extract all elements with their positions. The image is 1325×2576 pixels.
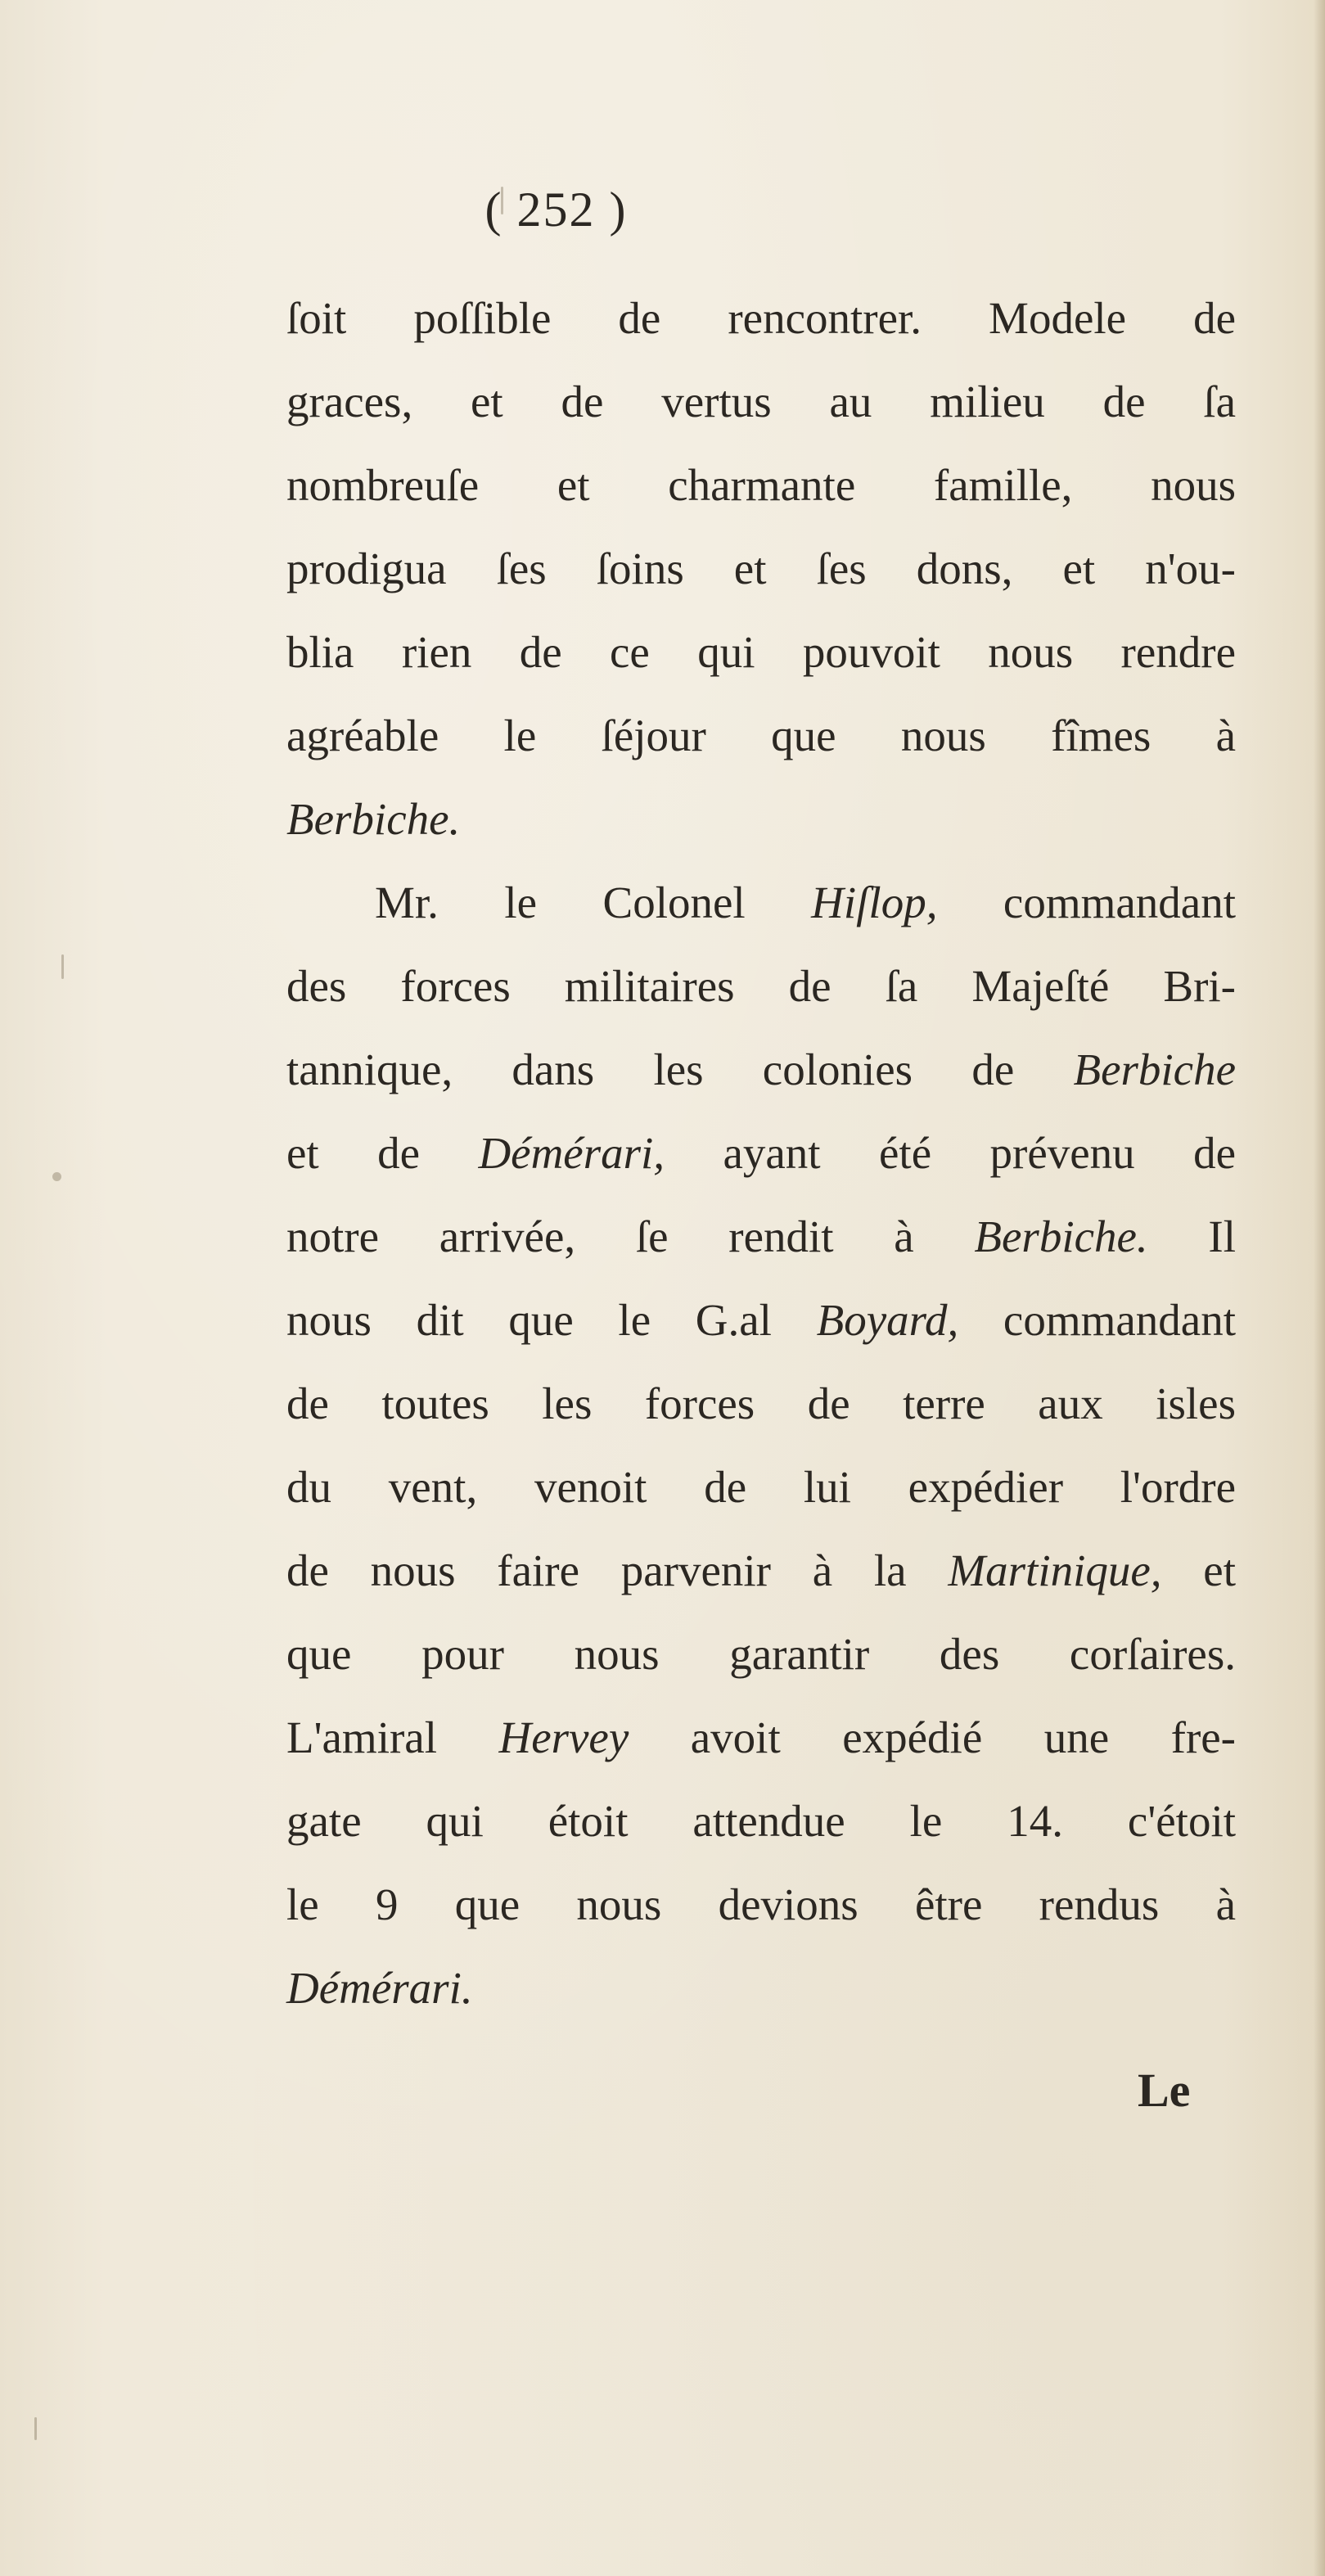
text-line (286, 1362, 1236, 1446)
text-line (286, 1112, 1236, 1195)
text-run: Mr. le Colonel (375, 877, 812, 927)
italic-place-name: Démérari. (286, 1963, 473, 2013)
text-line (286, 1279, 1236, 1362)
text-line (286, 1863, 1236, 1947)
italic-place-name: Démérari, (478, 1128, 665, 1178)
text-line (286, 778, 1236, 861)
text-run: commandant (937, 877, 1236, 927)
text-line (286, 277, 1236, 360)
italic-person-name: Hervey (498, 1712, 629, 1762)
page-edge-shadow (1314, 0, 1325, 2576)
text-line (286, 1028, 1236, 1112)
text-line (286, 1696, 1236, 1780)
text-line (286, 694, 1236, 778)
text-line (286, 360, 1236, 444)
text-line (286, 1529, 1236, 1613)
text-line (286, 1195, 1236, 1279)
text-line (286, 861, 1236, 945)
catchword: Le (1138, 2064, 1191, 2117)
text-run: tannique, dans les colonies de (286, 1044, 1074, 1094)
text-line (286, 1446, 1236, 1529)
text-line (286, 945, 1236, 1028)
text-line (286, 1780, 1236, 1863)
italic-place-name: Berbiche. (974, 1211, 1148, 1261)
italic-place-name: Martinique, (948, 1545, 1162, 1595)
italic-place-name: Berbiche (1073, 1044, 1236, 1094)
text-run: le 9 que nous devions être rendus à (286, 1879, 1236, 1929)
paper-speck (34, 2417, 37, 2440)
text-run: Il (1147, 1211, 1236, 1261)
text-run: agréable le ſéjour que nous fîmes à (286, 711, 1236, 760)
text-run: du vent, venoit de lui expédier l'ordre (286, 1462, 1236, 1512)
italic-place-name: Berbiche. (286, 794, 461, 844)
text-run: nous dit que le G.al (286, 1295, 817, 1345)
text-run: et de (286, 1128, 479, 1178)
text-run: que pour nous garantir des corſaires. (286, 1629, 1236, 1679)
text-run: notre arrivée, ſe rendit à (286, 1211, 975, 1261)
text-run: avoit expédié une fre- (629, 1712, 1236, 1762)
text-run: graces, et de vertus au milieu de ſa (286, 377, 1236, 426)
page-number: ( 252 ) (484, 183, 628, 237)
text-run: nombreuſe et charmante famille, nous (286, 460, 1236, 510)
text-run: de nous faire parvenir à la (286, 1545, 949, 1595)
paper-speck (52, 1172, 61, 1181)
text-run: blia rien de ce qui pouvoit nous rendre (286, 627, 1236, 677)
text-run: commandant (958, 1295, 1237, 1345)
text-run: de toutes les forces de terre aux isles (286, 1378, 1236, 1428)
text-line (286, 1613, 1236, 1696)
text-run: et (1161, 1545, 1236, 1595)
text-run: prodigua ſes ſoins et ſes dons, et n'ou- (286, 544, 1236, 593)
text-line (286, 611, 1236, 694)
text-run: des forces militaires de ſa Majeſté Bri- (286, 961, 1236, 1011)
italic-person-name: Hiſlop, (811, 877, 938, 927)
text-run: L'amiral (286, 1712, 499, 1762)
paper-speck (61, 954, 64, 979)
text-run: ayant été prévenu de (665, 1128, 1236, 1178)
italic-person-name: Boyard, (816, 1295, 959, 1345)
text-line (286, 527, 1236, 611)
text-line (286, 444, 1236, 527)
body-text (286, 277, 1236, 2030)
text-run: gate qui étoit attendue le 14. c'étoit (286, 1796, 1236, 1846)
text-line (286, 1947, 1236, 2030)
text-run: ſoit poſſible de rencontrer. Modele de (286, 293, 1236, 343)
